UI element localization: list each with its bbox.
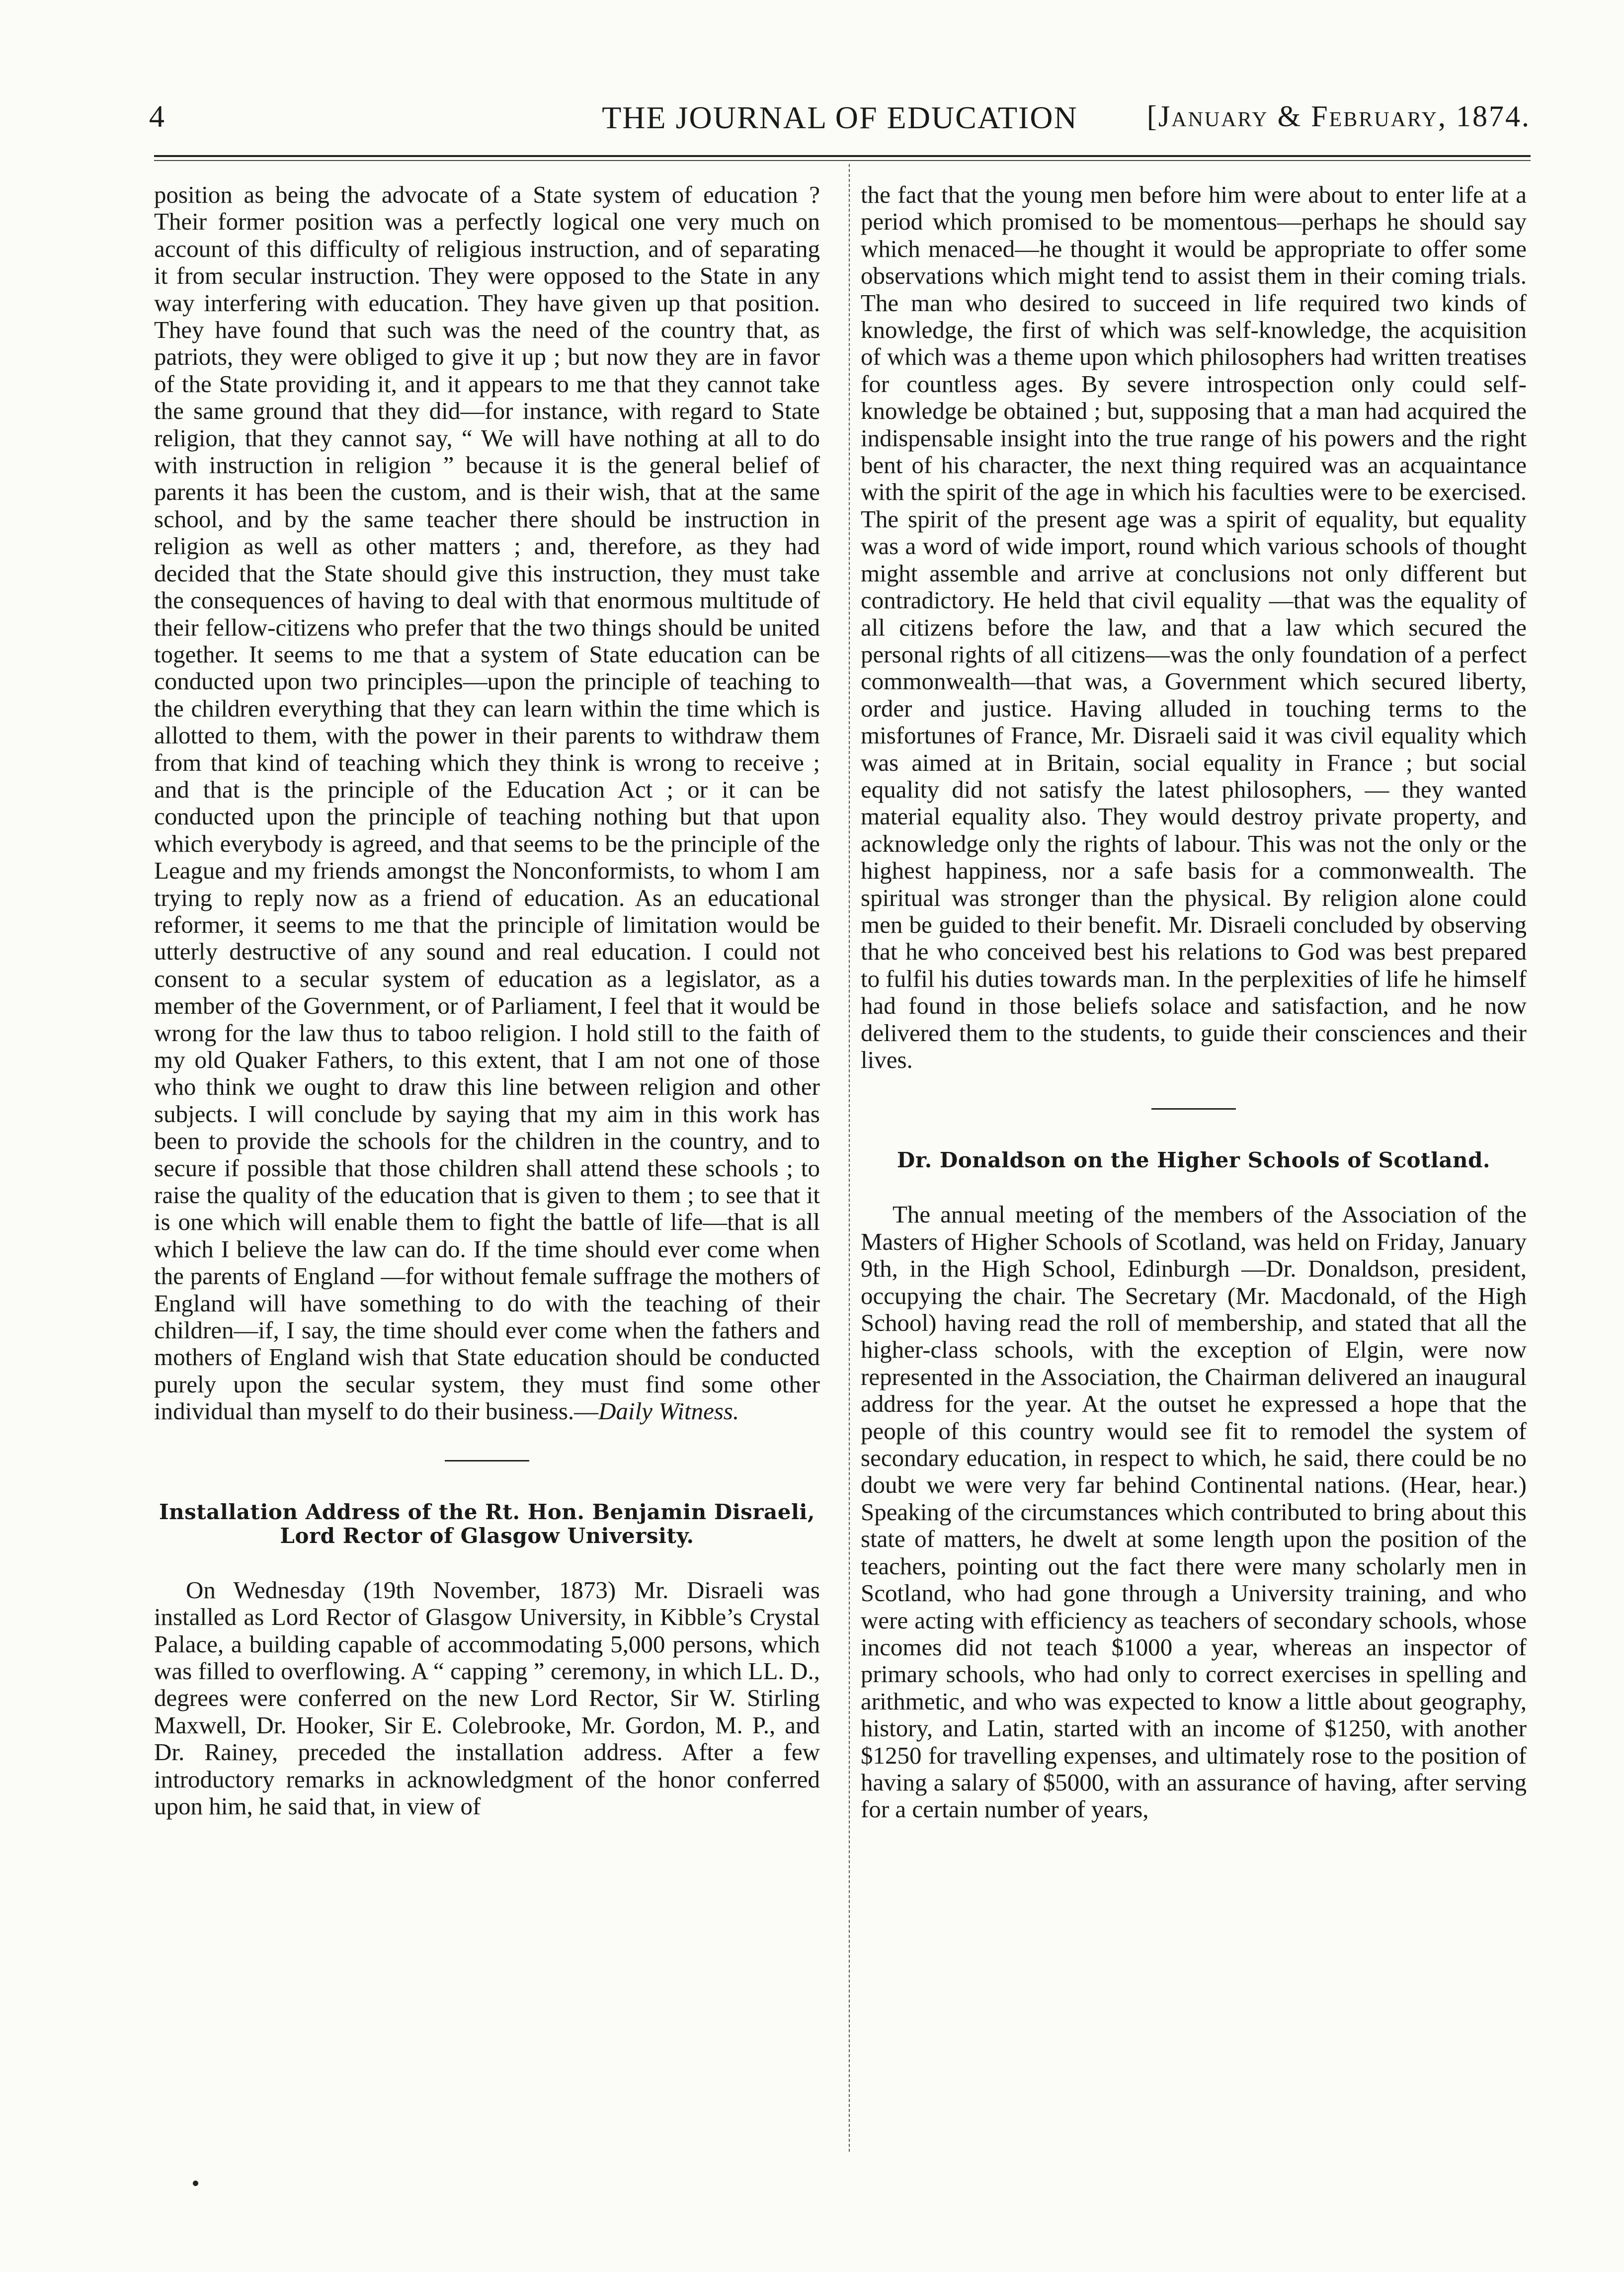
header-rule: [154, 155, 1531, 157]
issue-date: [January & February, 1874.: [1146, 100, 1531, 133]
left-article-body: [154, 181, 820, 1425]
column-divider: [849, 164, 850, 2152]
source-citation: Daily Witness.: [598, 1397, 739, 1425]
disraeli-article-intro: On Wednesday (19th November, 1873) Mr. Disraeli was installed as Lord Rector of Glasgow University, in Kibble’s Crystal Palace, a building capable of accommodating 5,000 persons, which was filled to overflowing. A “ capping ” ceremony, in which LL. D., degrees were conferred on the new Lord Rector, Sir W. Stirling Maxwell, Dr. Hooker, Sir E. Colebrooke, Mr. Gordon, M. P., and Dr. Rainey, preceded the installation address. After a few introductory remarks in acknowledgment of the honor conferred upon him, he said that, in view of: [154, 1576, 820, 1820]
journal-title: THE JOURNAL OF EDUCATION: [602, 100, 1078, 135]
article-heading-donaldson: Dr. Donaldson on the Higher Schools of Scotland.: [896, 1148, 1491, 1173]
page-number: 4: [149, 100, 164, 134]
ink-dot: [193, 2181, 198, 2186]
article-heading-disraeli: Installation Address of the Rt. Hon. Benjamin Disraeli, Lord Rector of Glasgow University.: [159, 1499, 815, 1548]
left-column: [154, 181, 820, 1820]
right-column: [861, 181, 1527, 1823]
left-article-text: position as being the advocate of a State system of education ? Their former position was a perfectly logical one very much on account of this difficulty of religious instruction, and of separating it from secular instruction. They were opposed to the State in any way interfering with education. They have given up that position. They have found that such was the need of the country that, as patriots, they were obliged to give it up ; but now they are in favor of the State providing it, and it appears to me that they cannot take the same ground that they did—for instance, with regard to State religion, that they cannot say, “ We will have nothing at all to do with instruction in religion ” because it is the general belief of parents it has been the custom, and is their wish, that at the same school, and by the same teacher there should be instruction in religion as well as other matters ; and, therefore, as they had decided that the State should give this instruction, they must take the consequences of having to deal with that enormous multitude of their fellow-citizens who prefer that the two things should be united together. It seems to me that a system of State education can be conducted upon two principles—upon the principle of teaching to the children everything that they can learn within the time which is allotted to them, with the power in their parents to withdraw them from that kind of teaching which they think is wrong to receive ; and that is the principle of the Education Act ; or it can be conducted upon the principle of teaching nothing but that upon which everybody is agreed, and that seems to be the principle of the League and my friends amongst the Nonconformists, to whom I am trying to reply now as a friend of education. As an educational reformer, it seems to me that the principle of limitation would be utterly destructive of any sound and real education. I could not consent to a secular system of education as a legislator, as a member of the Government, or of Parliament, I feel that it would be wrong for the law thus to taboo religion. I hold still to the faith of my old Quaker Fathers, to this extent, that I am not one of those who think we ought to draw this line between religion and other subjects. I will conclude by saying that my aim in this work has been to provide the schools for the children in the country, and to secure if possible that those children shall attend these schools ; to raise the quality of the education that is given to them ; to see that it is one which will enable them to fight the battle of life—that is all which I believe the law can do. If the time should ever come when the parents of England —for without female suffrage the mothers of England will have something to do with the teaching of their children—if, I say, the time should ever come when the fathers and mothers of England wish that State education should be conducted purely upon the secular system, they must find some other individual than myself to do their business.—: [154, 181, 820, 1425]
header-rule-thin: [154, 160, 1531, 161]
page-header: [149, 99, 1531, 144]
section-divider-rule: [445, 1460, 529, 1461]
disraeli-article-continued: the fact that the young men before him were about to enter life at a period which promised to be momentous—perhaps he should say which menaced—he thought it would be appropriate to offer some observations which might tend to assist them in their coming trials. The man who desired to succeed in life required two kinds of knowledge, the first of which was self-knowledge, the acquisition of which was a theme upon which philosophers had written treatises for countless ages. By severe introspection only could self-knowledge be obtained ; but, supposing that a man had acquired the indispensable insight into the true range of his powers and the right bent of his character, the next thing required was an acquaintance with the spirit of the age in which his faculties were to be exercised. The spirit of the present age was a spirit of equality, but equality was a word of wide import, round which various schools of thought might assemble and arrive at conclusions not only different but contradictory. He held that civil equality —that was the equality of all citizens before the law, and that a law which secured the personal rights of all citizens—was the only foundation of a perfect commonwealth—that was, a Government which secured liberty, order and justice. Having alluded in touching terms to the misfortunes of France, Mr. Disraeli said it was civil equality which was aimed at in Britain, social equality in France ; but social equality did not satisfy the latest philosophers, — they wanted material equality also. They would destroy private property, and acknowledge only the rights of labour. This was not the only or the highest happiness, nor a safe basis for a commonwealth. The spiritual was stronger than the physical. By religion alone could men be guided to their benefit. Mr. Disraeli concluded by observing that he who conceived best his relations to God was best prepared to fulfil his duties towards man. In the perplexities of life he himself had found in those beliefs solace and satisfaction, and he now delivered them to the students, to guide their consciences and their lives.: [861, 181, 1527, 1073]
section-divider-rule: [1151, 1108, 1236, 1110]
donaldson-article-body: The annual meeting of the members of the Association of the Masters of Higher Schools of Scotland, was held on Friday, January 9th, in the High School, Edinburgh —Dr. Donaldson, president, occupying the chair. The Secretary (Mr. Macdonald, of the High School) having read the roll of membership, and stated that all the higher-class schools, with the exception of Elgin, were now represented in the Association, the Chairman delivered an inaugural address for the year. At the outset he expressed a hope that the people of this country would see fit to remodel the system of secondary education, in respect to which, he said, there could be no doubt we were very far behind Continental nations. (Hear, hear.) Speaking of the circumstances which contributed to bring about this state of matters, he dwelt at some length upon the position of the teachers, pointing out the fact there were many scholarly men in Scotland, who had gone through a University training, and who were acting with efficiency as teachers of secondary schools, whose incomes did not teach $1000 a year, whereas an inspector of primary schools, who had only to correct exercises in spelling and arithmetic, and who was expected to know a little about geography, history, and Latin, started with an income of $1250, with another $1250 for travelling expenses, and ultimately rose to the position of having a salary of $5000, with an assurance of having, after serving for a certain number of years,: [861, 1201, 1527, 1823]
